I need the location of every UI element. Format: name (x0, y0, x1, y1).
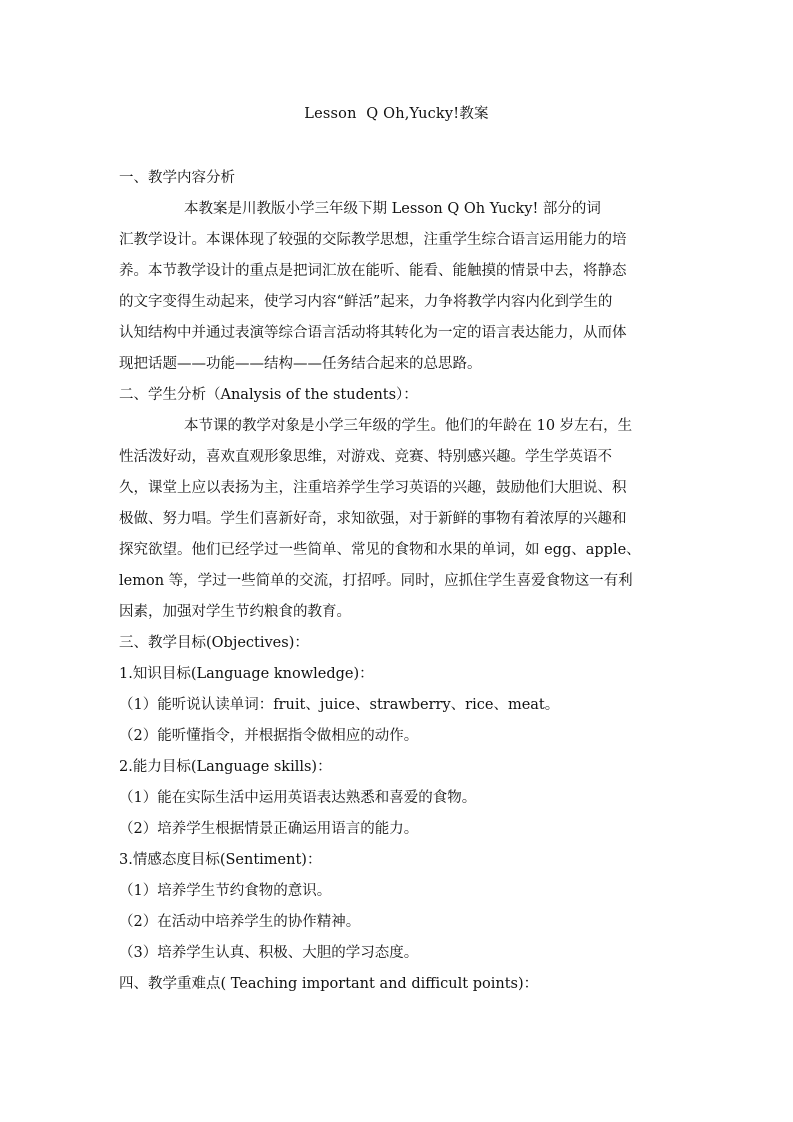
subheading-skills: 2.能力目标(Language skills)： (119, 759, 332, 775)
section-heading-objectives: 三、教学目标(Objectives)： (119, 635, 309, 651)
list-item: （1）能听说认读单词：fruit、juice、strawberry、rice、meat。 (119, 697, 560, 713)
document-body (119, 163, 675, 1000)
paragraph-line: 汇教学设计。本课体现了较强的交际教学思想，注重学生综合语言运用能力的培 (119, 232, 627, 248)
section-heading-student-analysis: 二、学生分析（Analysis of the students）： (119, 387, 418, 403)
section-heading-key-points: 四、教学重难点( Teaching important and difficult points)： (119, 976, 539, 992)
subheading-sentiment: 3.情感态度目标(Sentiment)： (119, 852, 322, 868)
section-heading-content-analysis: 一、教学内容分析 (119, 170, 235, 186)
paragraph-line: 本节课的教学对象是小学三年级的学生。他们的年龄在 10 岁左右，生 (184, 418, 633, 434)
paragraph-line: 现把话题——功能——结构——任务结合起来的总思路。 (119, 356, 482, 372)
list-item: （1）能在实际生活中运用英语表达熟悉和喜爱的食物。 (119, 790, 477, 806)
paragraph-line: 养。本节教学设计的重点是把词汇放在能听、能看、能触摸的情景中去，将静态 (119, 263, 627, 279)
subheading-knowledge: 1.知识目标(Language knowledge)： (119, 666, 374, 682)
list-item: （3）培养学生认真、积极、大胆的学习态度。 (119, 945, 419, 961)
paragraph-line: 久，课堂上应以表扬为主，注重培养学生学习英语的兴趣，鼓励他们大胆说、积 (119, 480, 627, 496)
paragraph-line: 极做、努力唱。学生们喜新好奇，求知欲强，对于新鲜的事物有着浓厚的兴趣和 (119, 511, 627, 527)
paragraph-line: 因素，加强对学生节约粮食的教育。 (119, 604, 351, 620)
document-title: Lesson Q Oh,Yucky!教案 (304, 106, 489, 122)
paragraph-line: 的文字变得生动起来，使学习内容“鲜活”起来，力争将教学内容内化到学生的 (119, 294, 613, 310)
paragraph-line: 探究欲望。他们已经学过一些简单、常见的食物和水果的单词，如 egg、apple、 (119, 542, 641, 558)
paragraph-line: 本教案是川教版小学三年级下期 Lesson Q Oh Yucky! 部分的词 (184, 201, 601, 217)
list-item: （2）培养学生根据情景正确运用语言的能力。 (119, 821, 419, 837)
paragraph-line: 认知结构中并通过表演等综合语言活动将其转化为一定的语言表达能力，从而体 (119, 325, 627, 341)
list-item: （2）在活动中培养学生的协作精神。 (119, 914, 361, 930)
list-item: （1）培养学生节约食物的意识。 (119, 883, 332, 899)
paragraph-line: 性活泼好动，喜欢直观形象思维，对游戏、竞赛、特别感兴趣。学生学英语不 (119, 449, 612, 465)
list-item: （2）能听懂指令，并根据指令做相应的动作。 (119, 728, 419, 744)
paragraph-line: lemon 等，学过一些简单的交流，打招呼。同时，应抓住学生喜爱食物这一有利 (119, 573, 633, 589)
